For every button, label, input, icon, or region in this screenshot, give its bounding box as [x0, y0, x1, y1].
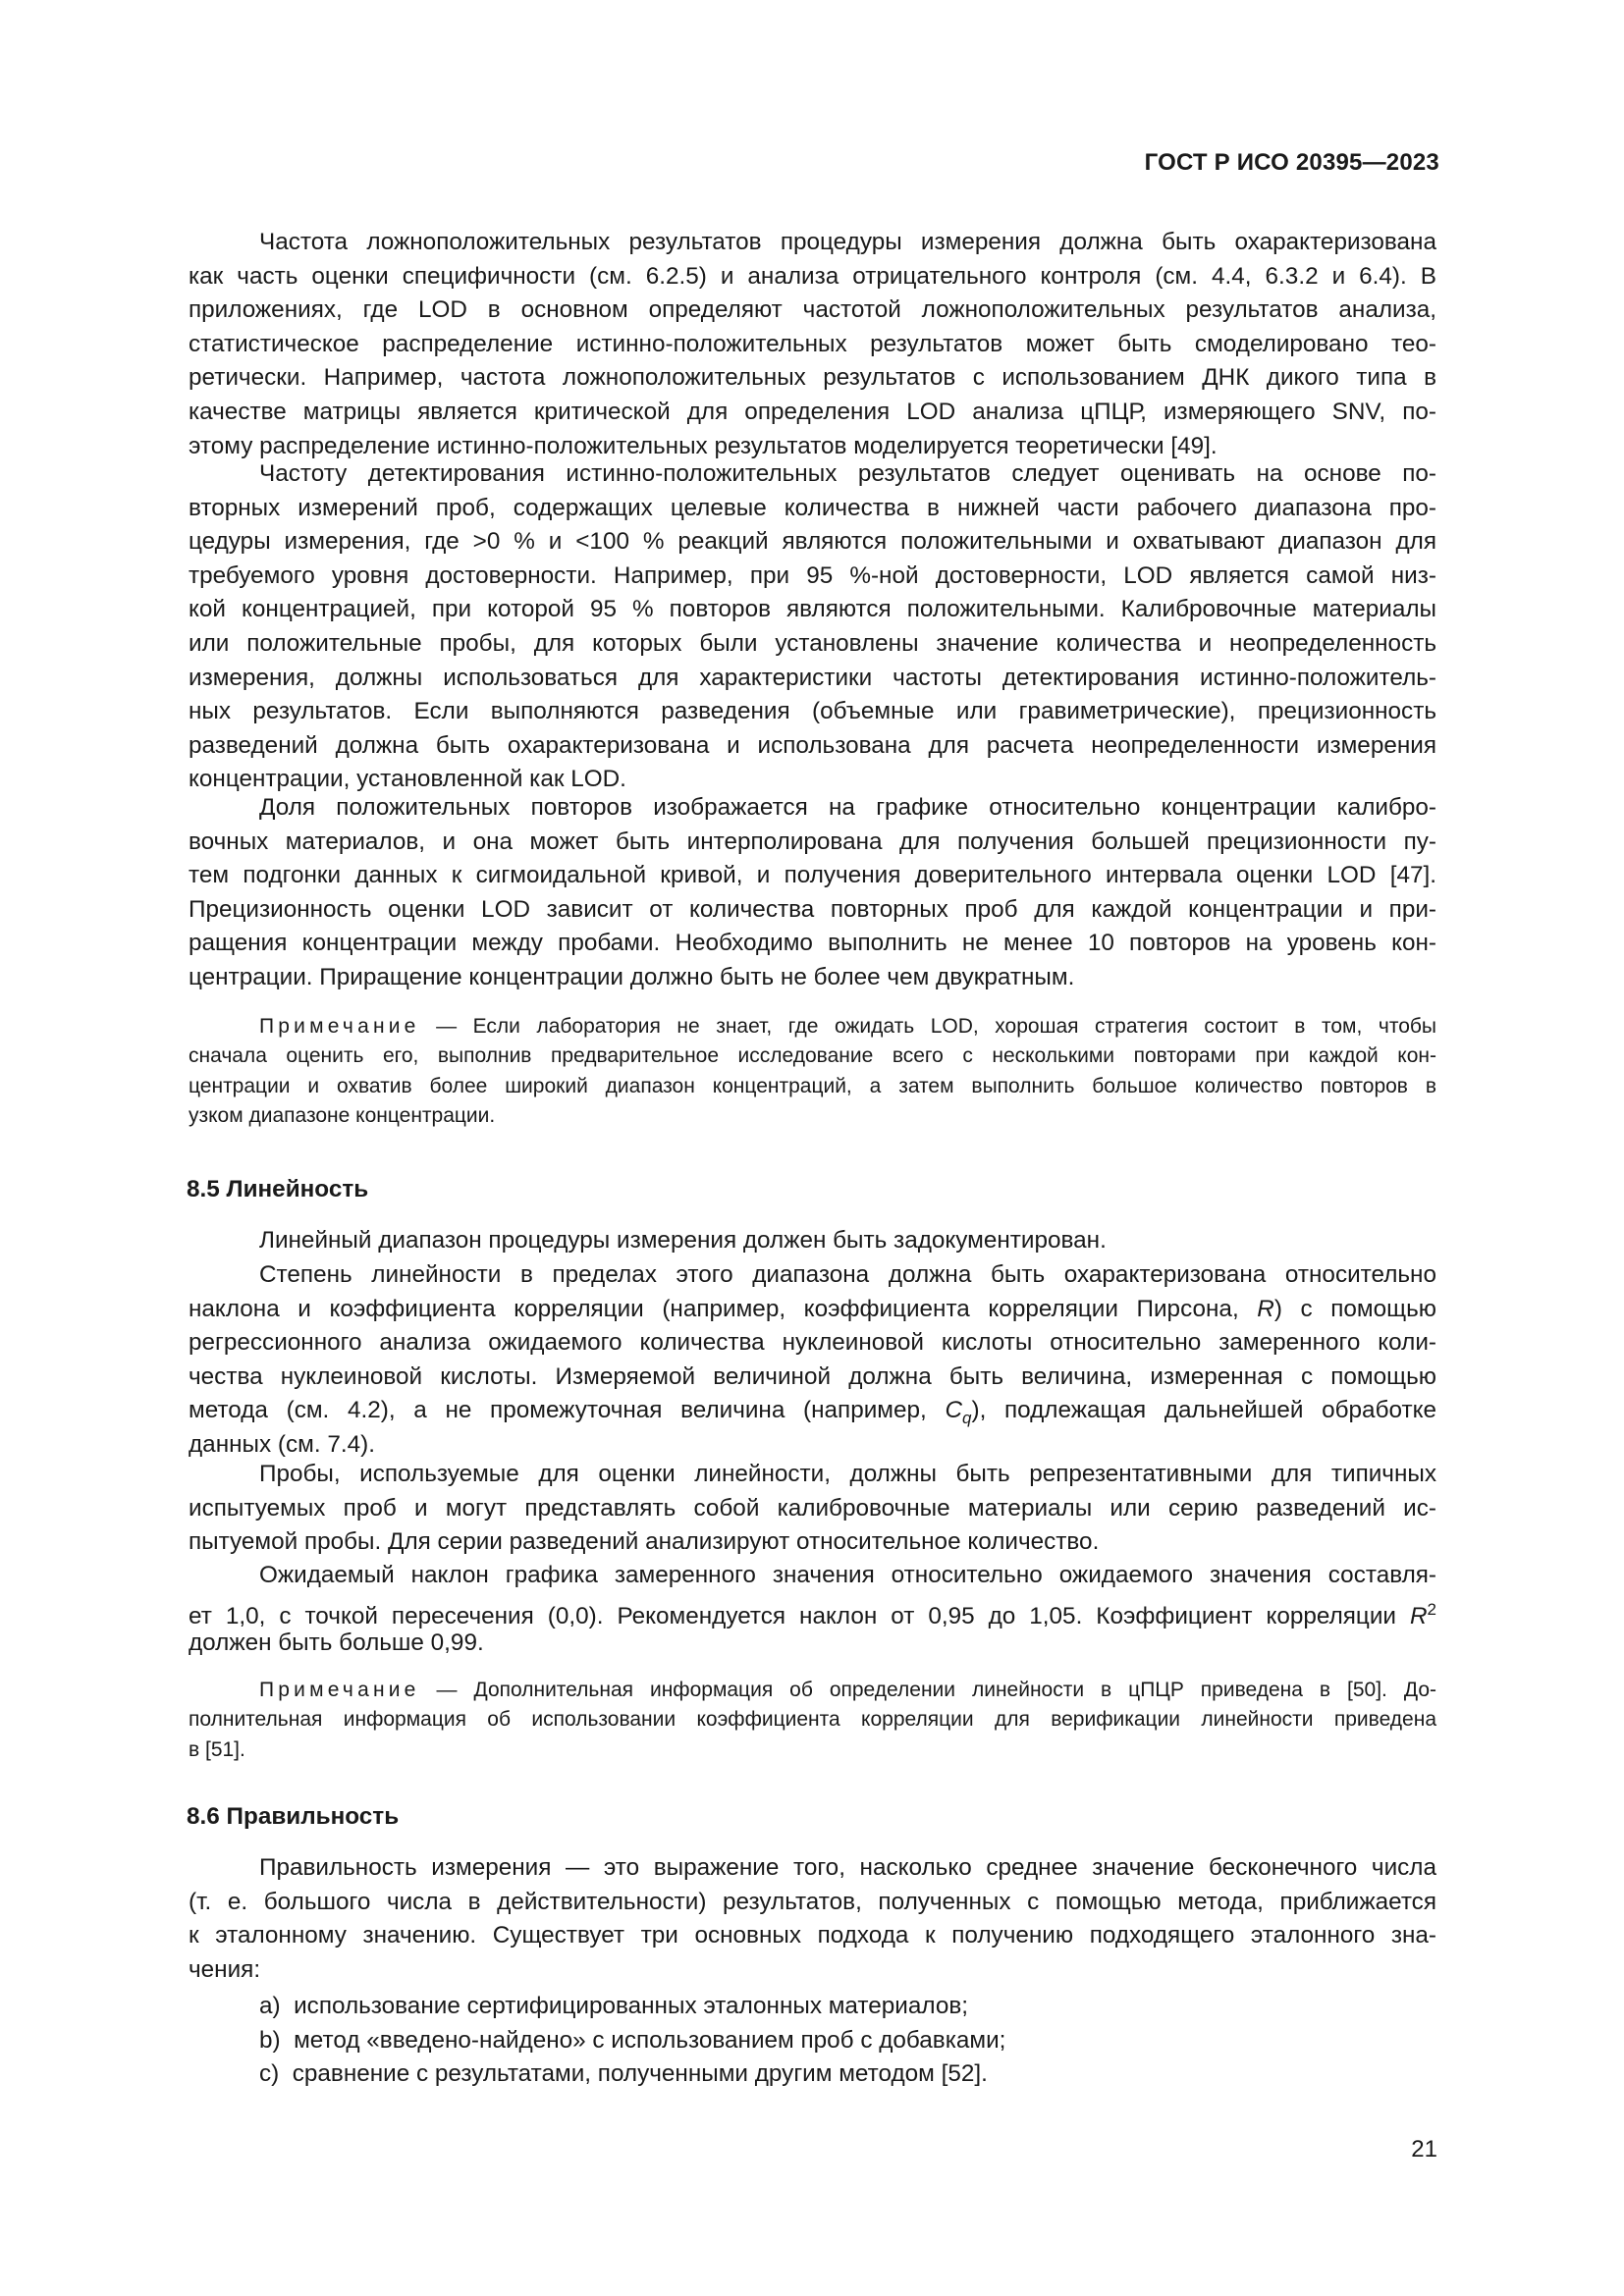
line-text: цедуры измерения, где >0 % и <100 % реакций являются положительными и охватывают диапазон для — [189, 528, 1436, 556]
paragraph-7 — [189, 1559, 1436, 1661]
line-text: к эталонному значению. Существует три основных подхода к получению подходящего эталонного зна- — [189, 1922, 1436, 1949]
text-line — [189, 826, 1436, 860]
line-text: Доля положительных повторов изображается на графике относительно концентрации калибро- — [259, 794, 1436, 821]
text-line — [189, 859, 1436, 893]
line-text: центрации. Приращение концентрации должно быть не более чем двукратным. — [189, 963, 1075, 990]
text-line — [189, 328, 1436, 362]
text-line — [189, 1361, 1436, 1395]
text-line — [189, 1627, 1436, 1661]
line-text: ращения концентрации между пробами. Необходимо выполнить не менее 10 повторов на уровень кон- — [189, 930, 1436, 957]
text-line — [189, 1886, 1436, 1920]
text-line — [189, 260, 1436, 294]
note-text: центрации и охватив более широкий диапазон концентраций, а затем выполнить большое количество повторов в — [189, 1074, 1436, 1097]
note-line — [189, 1705, 1436, 1735]
standard-code: ГОСТ Р ИСО 20395—2023 — [1144, 149, 1439, 176]
line-text: Прецизионность оценки LOD зависит от количества повторных проб для каждой концентрации и при- — [189, 895, 1436, 923]
line-text: данных (см. 7.4). — [189, 1430, 375, 1458]
text-line — [189, 1394, 1436, 1428]
line-text: (т. е. большого числа в действительности) результатов, полученных с помощью метода, приближается — [189, 1888, 1436, 1915]
text-line — [189, 695, 1436, 729]
symbol-r: R — [1257, 1295, 1274, 1322]
line-text: ) с помощью — [1273, 1295, 1436, 1322]
approaches-list — [189, 1990, 1436, 2092]
line-text: вочных материалов, и она может быть интерполирована для получения большей прецизионности пу- — [189, 828, 1436, 855]
list-item: b) метод «введено-найдено» с использованием проб с добавками; — [259, 2026, 1006, 2054]
paragraph-linear-range — [189, 1224, 1436, 1258]
text-line — [189, 593, 1436, 627]
line-text: ), подлежащая дальнейшей обработке — [971, 1397, 1437, 1424]
line-text: Частота ложноположительных результатов процедуры измерения должна быть охарактеризована — [259, 229, 1436, 255]
line-text: требуемого уровня достоверности. Например, при 95 %-ной достоверности, LOD является самой низ- — [189, 561, 1436, 589]
note-line — [189, 1735, 1436, 1765]
line-text: пытуемой пробы. Для серии разведений анализируют относительное количество. — [189, 1528, 1100, 1556]
line-text: ретически. Например, частота ложноположительных результатов с использованием ДНК дикого типа в — [189, 364, 1436, 392]
line-text: испытуемых проб и могут представлять собой калибровочные материалы или серию разведений ис- — [189, 1494, 1436, 1522]
symbol-c: C — [945, 1397, 963, 1424]
note-label: Примечание — [259, 1015, 420, 1038]
line-text: чества нуклеиновой кислоты. Измеряемой величиной должна быть величина, измеренная с помощью — [189, 1362, 1436, 1390]
line-text: приложениях, где LOD в основном определяют частотой ложноположительных результатов анализа, — [189, 296, 1436, 324]
line-text: ных результатов. Если выполняются разведения (объемные или гравиметрические), прецизионность — [189, 698, 1436, 725]
section-heading-8-6: 8.6 Правильность — [187, 1803, 400, 1830]
text-line — [189, 1593, 1436, 1628]
page-number: 21 — [1411, 2136, 1437, 2163]
line-text: Правильность измерения — это выражение того, насколько среднее значение бесконечного числа — [259, 1854, 1436, 1881]
text-line — [189, 294, 1436, 328]
text-line — [189, 893, 1436, 928]
line-text: Степень линейности в пределах этого диапазона должна быть охарактеризована относительно — [259, 1261, 1436, 1288]
text-line — [189, 729, 1436, 764]
note-line — [189, 1676, 1436, 1705]
text-line — [189, 492, 1436, 526]
line-text: концентрации, установленной как LOD. — [189, 766, 626, 793]
text-line — [189, 1953, 1436, 1988]
text-line — [189, 1326, 1436, 1361]
list-item: c) сравнение с результатами, полученными другим методом [52]. — [259, 2060, 988, 2088]
line-text: качестве матрицы является критической для определения LOD анализа цПЦР, измеряющего SNV, по- — [189, 398, 1436, 425]
note-line — [189, 1101, 1436, 1131]
text-line — [189, 457, 1436, 492]
line-text: или положительные пробы, для которых были установлены значение количества и неопределенность — [189, 629, 1436, 657]
line-text: как часть оценки специфичности (см. 6.2.5) и анализа отрицательного контроля (см. 4.4, 6.3.2 и 6.4). В — [189, 262, 1436, 290]
paragraph-5 — [189, 1258, 1436, 1463]
line-text: тем подгонки данных к сигмоидальной кривой, и получения доверительного интервала оценки LOD [47]. — [189, 862, 1436, 889]
note-linearity — [189, 1676, 1436, 1765]
text-line — [189, 627, 1436, 662]
line-text: статистическое распределение истинно-положительных результатов может быть смоделировано тео- — [189, 330, 1436, 357]
section-heading-8-5: 8.5 Линейность — [187, 1176, 369, 1202]
text-line — [189, 1458, 1436, 1492]
list-item: a) использование сертифицированных эталонных материалов; — [259, 1993, 969, 2019]
note-label: Примечание — [259, 1679, 420, 1701]
note-lod-strategy — [189, 1012, 1436, 1131]
text-line — [189, 525, 1436, 560]
line-text: наклона и коэффициента корреляции (например, коэффициента корреляции Пирсона, — [189, 1295, 1258, 1322]
note-text: — Если лаборатория не знает, где ожидать LOD, хорошая стратегия состоит в том, чтобы — [419, 1015, 1436, 1038]
line-text: Частоту детектирования истинно-положительных результатов следует оценивать на основе по- — [259, 460, 1436, 487]
line-text: кой концентрацией, при которой 95 % повторов являются положительными. Калибровочные материалы — [189, 596, 1436, 623]
text-line — [189, 1293, 1436, 1327]
line-text: чения: — [189, 1955, 261, 1983]
note-text: — Дополнительная информация об определении линейности в цПЦР приведена в [50]. До- — [419, 1679, 1436, 1701]
note-line — [189, 1072, 1436, 1101]
text-line — [189, 1851, 1436, 1886]
text-line — [189, 961, 1436, 995]
line-text: Линейный диапазон процедуры измерения должен быть задокументирован. — [259, 1227, 1107, 1254]
paragraph-1 — [189, 226, 1436, 463]
paragraph-3 — [189, 791, 1436, 995]
text-line — [189, 361, 1436, 396]
text-line — [189, 1525, 1436, 1560]
text-line — [189, 1919, 1436, 1953]
line-text: регрессионного анализа ожидаемого количества нуклеиновой кислоты относительно замеренного коли- — [189, 1329, 1436, 1357]
superscript-2: 2 — [1427, 1599, 1436, 1619]
text-line — [189, 396, 1436, 430]
text-line — [189, 1559, 1436, 1593]
line-text: должен быть больше 0,99. — [189, 1629, 484, 1657]
text-line — [189, 791, 1436, 826]
note-line — [189, 1041, 1436, 1071]
line-text: ет 1,0, с точкой пересечения (0,0). Рекомендуется наклон от 0,95 до 1,05. Коэффициент корреляции — [189, 1602, 1410, 1629]
note-text: полнительная информация об использовании коэффициента корреляции для верификации линейности приведена — [189, 1708, 1436, 1732]
line-text: метода (см. 4.2), а не промежуточная величина (например, — [189, 1397, 946, 1424]
text-line — [189, 1258, 1436, 1293]
text-line — [189, 1492, 1436, 1526]
line-text: этому распределение истинно-положительных результатов моделируется теоретически [49]. — [189, 432, 1218, 459]
text-line — [189, 927, 1436, 961]
line-text: разведений должна быть охарактеризована и использована для расчета неопределенности измерения — [189, 731, 1436, 759]
line-text: измерения, должны использоваться для характеристики частоты детектирования истинно-положитель- — [189, 664, 1436, 691]
text-line — [189, 560, 1436, 594]
text-line — [189, 662, 1436, 696]
line-text: Ожидаемый наклон графика замеренного значения относительно ожидаемого значения составля- — [259, 1562, 1436, 1588]
paragraph-8 — [189, 1851, 1436, 1987]
symbol-r: R — [1409, 1602, 1428, 1629]
text-line — [189, 226, 1436, 260]
note-text: сначала оценить его, выполнив предварительное исследование всего с несколькими повторами при каждой кон- — [189, 1044, 1436, 1068]
note-text: в [51]. — [189, 1737, 245, 1761]
note-text: узком диапазоне концентрации. — [189, 1103, 496, 1127]
paragraph-2 — [189, 457, 1436, 797]
symbol-q-subscript: q — [962, 1409, 972, 1428]
line-text: вторных измерений проб, содержащих целевые количества в нижней части рабочего диапазона про- — [189, 494, 1436, 521]
paragraph-6 — [189, 1458, 1436, 1560]
text-line — [189, 1224, 1436, 1258]
note-line — [189, 1012, 1436, 1041]
line-text: Пробы, используемые для оценки линейности, должны быть репрезентативными для типичных — [259, 1461, 1436, 1487]
